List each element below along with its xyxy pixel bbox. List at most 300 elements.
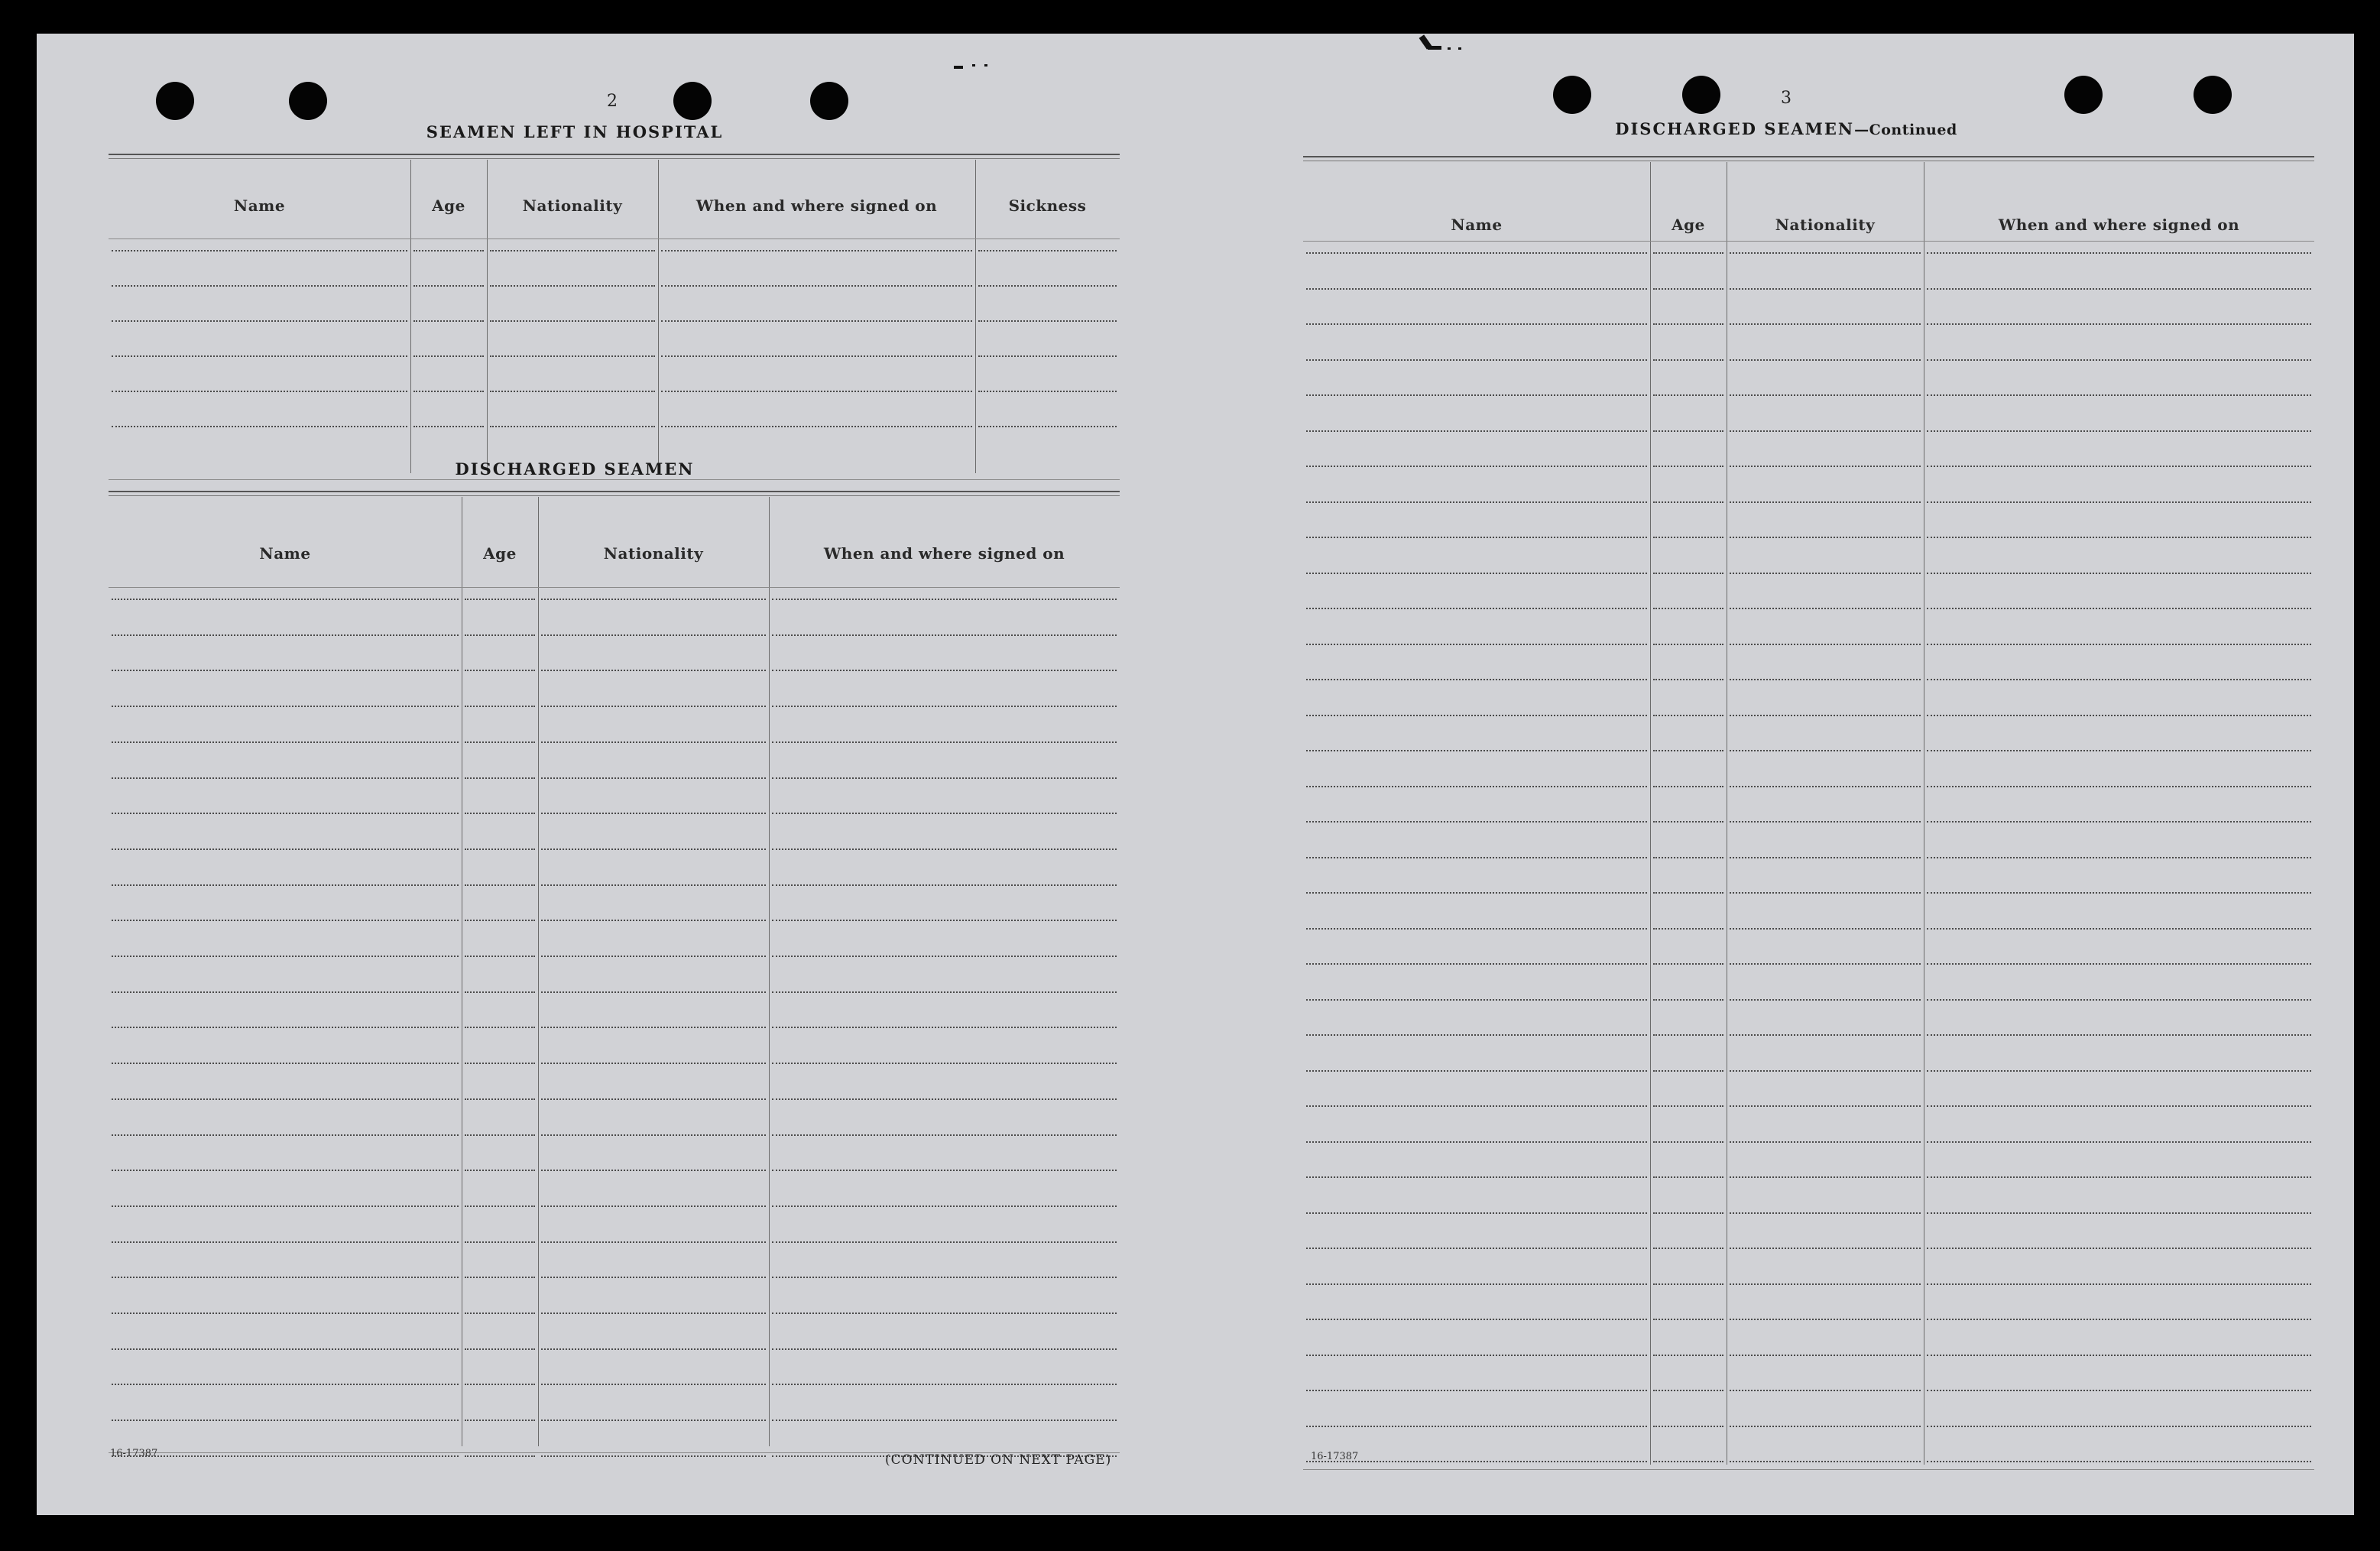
ruled-line: [1653, 1319, 1723, 1320]
ruled-line: [1306, 857, 1647, 858]
ruled-line: [1653, 892, 1723, 894]
table-top-rule: [109, 491, 1120, 492]
ruled-line: [772, 1063, 1117, 1064]
ruled-line: [1653, 252, 1723, 254]
ruled-line: [1653, 608, 1723, 609]
ruled-line: [1306, 1212, 1647, 1214]
ruled-line: [112, 391, 407, 392]
ruled-line: [1730, 501, 1921, 503]
section-title-text: DISCHARGED SEAMEN: [1615, 119, 1855, 138]
ruled-line: [1306, 644, 1647, 645]
ruled-line: [541, 1205, 766, 1207]
ruled-line: [465, 777, 535, 779]
punch-hole: [289, 82, 327, 120]
ruled-line: [541, 884, 766, 886]
ruled-line: [1927, 821, 2311, 823]
ruled-line: [1306, 999, 1647, 1001]
ruled-line: [541, 1277, 766, 1278]
ruled-line: [490, 320, 655, 322]
ruled-line: [772, 849, 1117, 850]
column-header: When and where signed on: [1998, 216, 2240, 234]
column-divider: [658, 160, 659, 473]
ruled-line: [1730, 466, 1921, 467]
ruled-line: [1927, 999, 2311, 1001]
ruled-line: [1730, 1248, 1921, 1249]
ruled-line: [112, 355, 407, 357]
ruled-line: [1653, 1105, 1723, 1107]
ruled-line: [978, 285, 1117, 287]
ruled-line: [1306, 715, 1647, 716]
ruled-line: [1306, 1390, 1647, 1391]
ruled-line: [112, 670, 459, 671]
ruled-line: [1306, 573, 1647, 574]
ruled-line: [1306, 679, 1647, 680]
ruled-line: [1730, 999, 1921, 1001]
ruled-line: [541, 1098, 766, 1100]
ruled-line: [1730, 359, 1921, 361]
column-divider: [487, 160, 488, 473]
punch-hole: [673, 82, 712, 120]
ruled-line: [772, 777, 1117, 779]
ruled-line: [1653, 359, 1723, 361]
ruled-line: [772, 1205, 1117, 1207]
ruled-line: [112, 849, 459, 850]
ruled-line: [413, 355, 484, 357]
ruled-line: [1927, 928, 2311, 930]
ruled-line: [1927, 323, 2311, 325]
ruled-line: [1653, 288, 1723, 290]
ruled-line: [1306, 892, 1647, 894]
ruled-line: [1306, 1248, 1647, 1249]
ruled-line: [1730, 1355, 1921, 1356]
ruled-line: [541, 991, 766, 993]
ruled-line: [465, 741, 535, 743]
ruled-line: [465, 599, 535, 600]
ruled-line: [112, 1205, 459, 1207]
ruled-line: [1927, 1283, 2311, 1285]
ruled-line: [1653, 679, 1723, 680]
ruled-line: [112, 1098, 459, 1100]
ruled-line: [978, 426, 1117, 427]
ruled-line: [1927, 786, 2311, 787]
ruled-line: [1730, 1283, 1921, 1285]
ruled-line: [465, 1348, 535, 1350]
ruled-line: [1306, 359, 1647, 361]
column-divider: [538, 497, 539, 1446]
column-header: Nationality: [1775, 216, 1876, 234]
column-header: Age: [483, 544, 517, 563]
ruled-line: [541, 849, 766, 850]
section-title-suffix: —Continued: [1854, 122, 1957, 138]
form-sheet: [37, 34, 2354, 1515]
hospital-table: [109, 154, 1120, 482]
ruled-line: [1306, 466, 1647, 467]
ruled-line: [541, 1420, 766, 1421]
punch-hole: [1682, 76, 1720, 114]
ruled-line: [1730, 1105, 1921, 1107]
header-rule: [109, 238, 1120, 239]
ruled-line: [1927, 252, 2311, 254]
ruled-line: [772, 920, 1117, 921]
ruled-line: [465, 1063, 535, 1064]
ruled-line: [1730, 1141, 1921, 1143]
ruled-line: [1730, 963, 1921, 965]
ruled-line: [978, 250, 1117, 251]
ruled-line: [465, 1241, 535, 1243]
ruled-line: [661, 250, 972, 251]
ruled-line: [1306, 1070, 1647, 1072]
ruled-line: [1653, 1212, 1723, 1214]
column-divider: [769, 497, 770, 1446]
ruled-line: [1306, 750, 1647, 751]
ruled-line: [1730, 857, 1921, 858]
ruled-line: [1927, 288, 2311, 290]
discharged-table: [109, 491, 1120, 1455]
ruled-line: [112, 250, 407, 251]
ruled-line: [1927, 679, 2311, 680]
speck: [984, 64, 987, 67]
ruled-line: [1653, 1248, 1723, 1249]
ruled-line: [1927, 1461, 2311, 1462]
ruled-line: [541, 670, 766, 671]
ruled-line: [1927, 1212, 2311, 1214]
ruled-line: [1927, 715, 2311, 716]
page-right: [1198, 34, 2354, 1515]
ruled-line: [1306, 1034, 1647, 1036]
discharged-continued-table: [1303, 156, 2314, 1472]
ruled-line: [1653, 1355, 1723, 1356]
ruled-line: [1653, 501, 1723, 503]
ruled-line: [112, 1134, 459, 1136]
ruled-line: [1653, 1176, 1723, 1178]
ruled-line: [978, 355, 1117, 357]
ruled-line: [1927, 750, 2311, 751]
ruled-line: [490, 250, 655, 251]
ruled-line: [541, 920, 766, 921]
ruled-line: [1306, 1176, 1647, 1178]
ruled-line: [1927, 1319, 2311, 1320]
ruled-line: [1730, 679, 1921, 680]
ruled-line: [1653, 1141, 1723, 1143]
column-header: Name: [259, 544, 311, 563]
ruled-line: [772, 1241, 1117, 1243]
ruled-line: [112, 1027, 459, 1028]
ruled-line: [1927, 1248, 2311, 1249]
ruled-line: [1927, 537, 2311, 538]
ruled-line: [465, 1027, 535, 1028]
ruled-line: [490, 391, 655, 392]
ruled-line: [1306, 1355, 1647, 1356]
ruled-line: [541, 1455, 766, 1457]
ruled-line: [1730, 786, 1921, 787]
ruled-line: [1730, 1319, 1921, 1320]
speck: [1448, 47, 1451, 50]
ruled-line: [1927, 359, 2311, 361]
ruled-line: [541, 813, 766, 814]
table-top-rule: [109, 154, 1120, 155]
ruled-line: [1927, 1426, 2311, 1427]
ruled-line: [541, 1134, 766, 1136]
ruled-line: [772, 991, 1117, 993]
ruled-line: [465, 813, 535, 814]
ruled-line: [1653, 715, 1723, 716]
ruled-line: [490, 426, 655, 427]
ruled-line: [1927, 1355, 2311, 1356]
column-header: When and where signed on: [823, 544, 1065, 563]
punch-hole: [2194, 76, 2232, 114]
ruled-line: [1306, 501, 1647, 503]
ruled-line: [465, 1170, 535, 1171]
ruled-line: [661, 426, 972, 427]
ruled-line: [1927, 501, 2311, 503]
ruled-line: [1653, 963, 1723, 965]
column-divider: [975, 160, 976, 473]
ruled-line: [112, 813, 459, 814]
column-header: Nationality: [522, 196, 623, 215]
ruled-line: [1730, 1176, 1921, 1178]
ruled-line: [541, 634, 766, 636]
ruled-line: [541, 1063, 766, 1064]
speck: [954, 66, 963, 69]
ruled-line: [112, 320, 407, 322]
ruled-line: [1306, 288, 1647, 290]
ruled-line: [1653, 323, 1723, 325]
punch-hole: [2064, 76, 2103, 114]
ruled-line: [541, 1170, 766, 1171]
ruled-line: [1927, 1390, 2311, 1391]
ruled-line: [1653, 466, 1723, 467]
ruled-line: [1653, 750, 1723, 751]
ruled-line: [1653, 644, 1723, 645]
ruled-line: [112, 634, 459, 636]
column-header: Age: [1672, 216, 1705, 234]
ruled-line: [1927, 466, 2311, 467]
ruled-line: [1306, 608, 1647, 609]
ruled-line: [1653, 537, 1723, 538]
ruled-line: [1306, 786, 1647, 787]
ruled-line: [1653, 1390, 1723, 1391]
header-rule: [1303, 241, 2314, 242]
ruled-line: [772, 599, 1117, 600]
ruled-line: [1306, 821, 1647, 823]
ruled-line: [1730, 715, 1921, 716]
section-title-discharged: DISCHARGED SEAMEN: [455, 459, 695, 479]
ruled-line: [1306, 1283, 1647, 1285]
ruled-line: [1927, 1034, 2311, 1036]
ruled-line: [112, 706, 459, 707]
ruled-line: [541, 1313, 766, 1314]
ruled-line: [1653, 1034, 1723, 1036]
ruled-line: [1730, 573, 1921, 574]
ruled-line: [1730, 1390, 1921, 1391]
ruled-line: [112, 1348, 459, 1350]
ruled-line: [772, 1313, 1117, 1314]
ruled-line: [465, 920, 535, 921]
ruled-line: [1306, 928, 1647, 930]
ruled-line: [465, 884, 535, 886]
ruled-line: [112, 285, 407, 287]
ruled-line: [1306, 394, 1647, 396]
ruled-line: [1730, 430, 1921, 432]
ruled-line: [465, 991, 535, 993]
ruled-line: [1927, 394, 2311, 396]
ruled-line: [1927, 963, 2311, 965]
speck: [1428, 46, 1441, 50]
ruled-line: [1306, 537, 1647, 538]
page-left: [37, 34, 1198, 1515]
ruled-line: [465, 634, 535, 636]
speck: [972, 64, 975, 67]
ruled-line: [1730, 892, 1921, 894]
page-number: 2: [607, 92, 618, 111]
ruled-line: [1306, 963, 1647, 965]
column-header: Name: [1451, 216, 1503, 234]
column-divider: [410, 160, 411, 473]
ruled-line: [1730, 750, 1921, 751]
ruled-line: [978, 320, 1117, 322]
ruled-line: [112, 1313, 459, 1314]
ruled-line: [1306, 1105, 1647, 1107]
speck: [1458, 47, 1461, 50]
ruled-line: [465, 706, 535, 707]
ruled-line: [1653, 999, 1723, 1001]
ruled-line: [1730, 644, 1921, 645]
ruled-line: [1927, 573, 2311, 574]
form-code: 16-17387: [1311, 1451, 1359, 1462]
ruled-line: [1730, 252, 1921, 254]
ruled-line: [661, 391, 972, 392]
ruled-line: [772, 1134, 1117, 1136]
ruled-line: [772, 1348, 1117, 1350]
ruled-line: [1730, 288, 1921, 290]
punch-hole: [156, 82, 194, 120]
ruled-line: [465, 849, 535, 850]
ruled-line: [465, 1455, 535, 1457]
ruled-line: [465, 1205, 535, 1207]
ruled-line: [1653, 1426, 1723, 1427]
ruled-line: [1730, 537, 1921, 538]
section-title-hospital: SEAMEN LEFT IN HOSPITAL: [426, 122, 724, 141]
ruled-line: [112, 1384, 459, 1385]
ruled-line: [112, 426, 407, 427]
ruled-line: [541, 956, 766, 957]
ruled-line: [772, 706, 1117, 707]
ruled-line: [541, 599, 766, 600]
ruled-line: [541, 1384, 766, 1385]
ruled-line: [465, 1420, 535, 1421]
ruled-line: [1306, 1426, 1647, 1427]
ruled-line: [112, 741, 459, 743]
ruled-line: [1730, 1070, 1921, 1072]
ruled-line: [1730, 1212, 1921, 1214]
ruled-line: [772, 884, 1117, 886]
ruled-line: [772, 1027, 1117, 1028]
ruled-line: [1653, 430, 1723, 432]
ruled-line: [1653, 394, 1723, 396]
ruled-line: [112, 920, 459, 921]
ruled-line: [1927, 1070, 2311, 1072]
ruled-line: [1927, 430, 2311, 432]
ruled-line: [541, 1027, 766, 1028]
ruled-line: [1730, 323, 1921, 325]
ruled-line: [772, 813, 1117, 814]
ruled-line: [1927, 608, 2311, 609]
table-top-rule: [1303, 156, 2314, 157]
column-header: Age: [432, 196, 465, 215]
ruled-line: [772, 741, 1117, 743]
ruled-line: [1730, 1034, 1921, 1036]
ruled-line: [1730, 394, 1921, 396]
ruled-line: [1730, 1426, 1921, 1427]
ruled-line: [1927, 892, 2311, 894]
punch-hole: [1553, 76, 1591, 114]
ruled-line: [1927, 857, 2311, 858]
ruled-line: [1306, 323, 1647, 325]
ruled-line: [1927, 1105, 2311, 1107]
ruled-line: [112, 956, 459, 957]
ruled-line: [1730, 928, 1921, 930]
ruled-line: [112, 1420, 459, 1421]
ruled-line: [1653, 928, 1723, 930]
ruled-line: [772, 634, 1117, 636]
ruled-line: [1730, 608, 1921, 609]
ruled-line: [1730, 821, 1921, 823]
ruled-line: [112, 599, 459, 600]
ruled-line: [1653, 786, 1723, 787]
ruled-line: [1306, 252, 1647, 254]
ruled-line: [1730, 1461, 1921, 1462]
ruled-line: [541, 706, 766, 707]
ruled-line: [1653, 1070, 1723, 1072]
ruled-line: [413, 285, 484, 287]
ruled-line: [413, 250, 484, 251]
ruled-line: [112, 1241, 459, 1243]
punch-hole: [810, 82, 848, 120]
ruled-line: [772, 1420, 1117, 1421]
ruled-line: [465, 1134, 535, 1136]
ruled-line: [661, 355, 972, 357]
ruled-line: [112, 1455, 459, 1457]
ruled-line: [112, 1063, 459, 1064]
ruled-line: [112, 1170, 459, 1171]
ruled-line: [541, 1348, 766, 1350]
ruled-line: [112, 884, 459, 886]
form-code: 16-17387: [110, 1448, 158, 1459]
table-bottom-rule: [109, 479, 1120, 480]
page-number: 3: [1781, 89, 1791, 108]
ruled-line: [112, 1277, 459, 1278]
ruled-line: [1927, 1141, 2311, 1143]
table-bottom-rule: [1303, 1469, 2314, 1470]
ruled-line: [661, 285, 972, 287]
ruled-line: [465, 670, 535, 671]
ruled-line: [490, 355, 655, 357]
ruled-line: [465, 1384, 535, 1385]
ruled-line: [112, 991, 459, 993]
ruled-line: [1653, 857, 1723, 858]
ruled-line: [772, 956, 1117, 957]
ruled-line: [661, 320, 972, 322]
ruled-line: [541, 777, 766, 779]
column-divider: [1650, 162, 1651, 1465]
column-header: Name: [233, 196, 286, 215]
ruled-line: [772, 1277, 1117, 1278]
ruled-line: [465, 1098, 535, 1100]
ruled-line: [1653, 821, 1723, 823]
ruled-line: [541, 741, 766, 743]
column-header: Sickness: [1008, 196, 1087, 215]
ruled-line: [1927, 644, 2311, 645]
